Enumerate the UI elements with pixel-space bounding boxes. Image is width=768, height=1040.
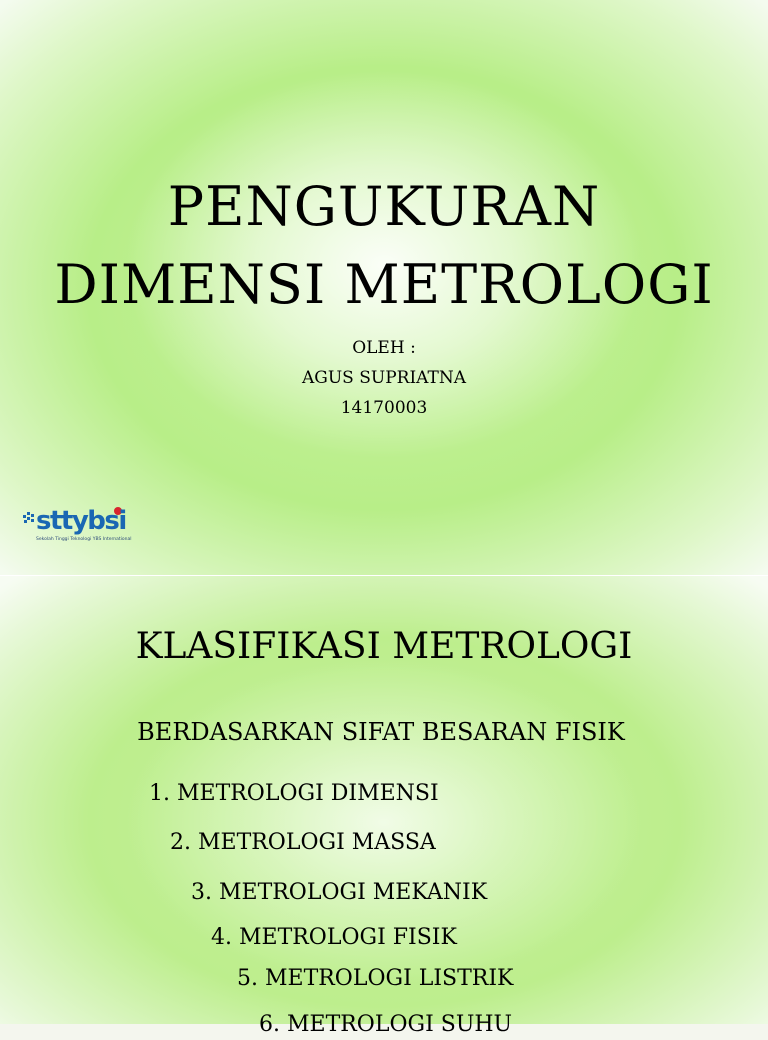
classification-slide (0, 576, 768, 1037)
slide-title (0, 168, 768, 324)
by-label: OLEH : (352, 338, 416, 358)
list-item: 4. METROLOGI FISIK (211, 925, 457, 950)
list-item: 3. METROLOGI MEKANIK (191, 880, 488, 905)
slide2-title: KLASIFIKASI METROLOGI (135, 626, 633, 667)
student-id: 14170003 (340, 398, 428, 418)
title-line-1: PENGUKURAN (167, 175, 601, 238)
logo-wordmark-text: sttybsi (36, 506, 126, 536)
title-line-2: DIMENSI METROLOGI (54, 253, 714, 316)
list-item: 2. METROLOGI MASSA (170, 830, 436, 855)
sttybsi-logo (22, 503, 132, 545)
slide-subtitle (0, 333, 768, 423)
slide2-subtitle: BERDASARKAN SIFAT BESARAN FISIK (137, 718, 625, 746)
list-item: 1. METROLOGI DIMENSI (149, 781, 439, 806)
logo-tagline: Sekolah Tinggi Teknologi YBS International (36, 537, 132, 542)
list-item: 6. METROLOGI SUHU (259, 1012, 513, 1037)
author-name: AGUS SUPRIATNA (302, 368, 466, 388)
list-item: 5. METROLOGI LISTRIK (237, 966, 514, 991)
logo-wordmark (26, 506, 126, 536)
